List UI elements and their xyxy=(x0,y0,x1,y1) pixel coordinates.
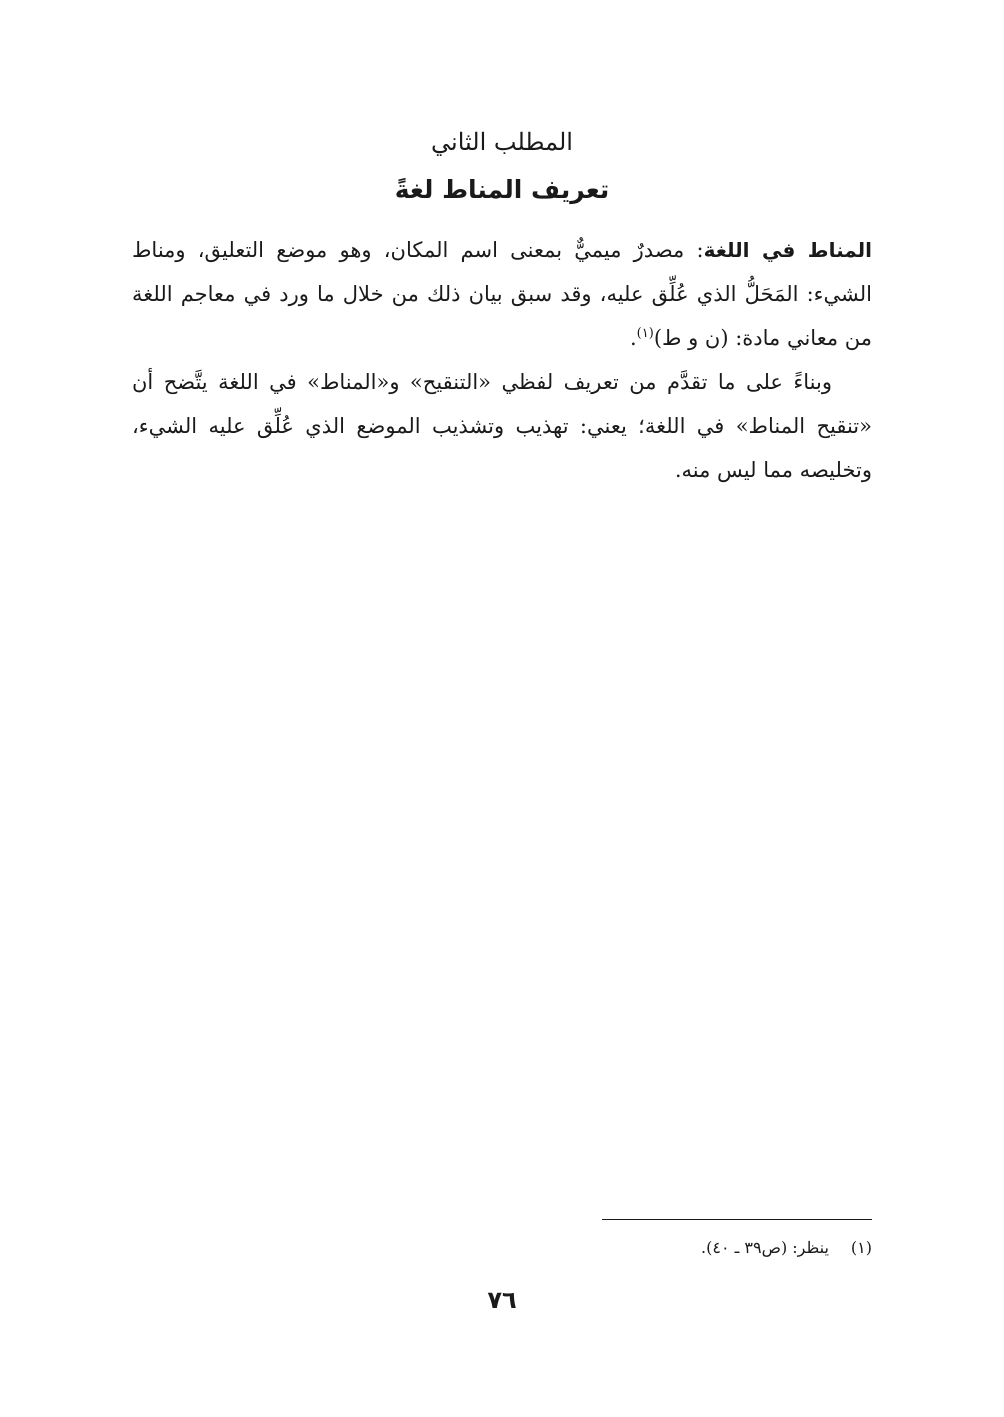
footnote-text: ينظر: (ص٣٩ ـ ٤٠). xyxy=(701,1238,829,1257)
paragraph-1-text: : مصدرٌ ميميٌّ بمعنى اسم المكان، وهو موضع التعليق، ومناط الشيء: المَحَلُّ الذي عُلِّق عليه، وقد سبق بيان ذلك من خلال ما ورد في معاجم اللغة من معاني مادة: (ن و ط) xyxy=(132,238,872,350)
footnote-number: (١) xyxy=(850,1238,872,1257)
paragraph-2: وبناءً على ما تقدَّم من تعريف لفظي «التنقيح» و«المناط» في اللغة يتَّضح أن «تنقيح المناط» في اللغة؛ يعني: تهذيب وتشذيب الموضع الذي عُلِّق عليه الشيء، وتخليصه مما ليس منه. xyxy=(132,370,872,482)
body-text xyxy=(132,228,872,492)
footnote-separator xyxy=(602,1219,872,1220)
section-title: تعريف المناط لغةً xyxy=(394,175,610,204)
paragraph-1-end: . xyxy=(629,326,637,350)
page-number: ٧٦ xyxy=(487,1286,517,1314)
footnote-reference[interactable]: (١) xyxy=(636,326,654,341)
paragraph-1 xyxy=(132,228,872,360)
footnote xyxy=(272,1234,872,1262)
section-label: المطلب الثاني xyxy=(431,128,573,156)
defined-term: المناط في اللغة xyxy=(703,238,873,262)
